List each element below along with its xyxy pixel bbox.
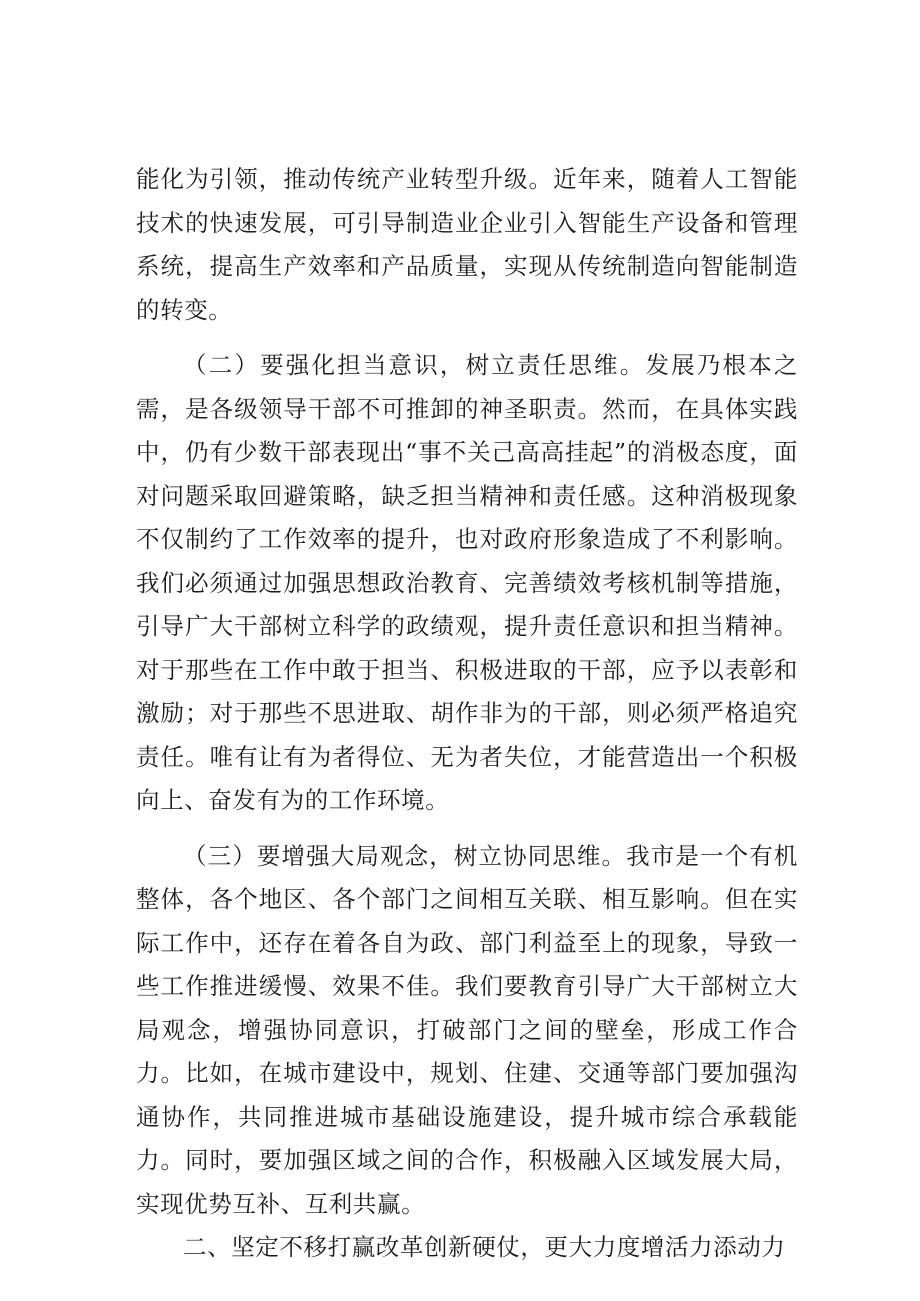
paragraph-continuation: 能化为引领，推动传统产业转型升级。近年来，随着人工智能技术的快速发展，可引导制造业企业引入智能生产设备和管理系统，提高生产效率和产品质量，实现从传统制造向智能制造的转变。 <box>136 165 798 324</box>
section-heading: 二、坚定不移打赢改革创新硬仗，更大力度增活力添动力 <box>183 1233 786 1261</box>
paragraph-point-2: （二）要强化担当意识，树立责任思维。发展乃根本之需，是各级领导干部不可推卸的神圣职责。然而，在具体实践中，仍有少数干部表现出“事不关己高高挂起”的消极态度，面对问题采取回避策略，缺乏担当精神和责任感。这种消极现象不仅制约了工作效率的提升，也对政府形象造成了不利影响。我们必须通过加强思想政治教育、完善绩效考核机制等措施，引导广大干部树立科学的政绩观，提升责任意识和担当精神。对于那些在工作中敢于担当、积极进取的干部，应予以表彰和激励；对于那些不思进取、胡作非为的干部，则必须严格追究责任。唯有让有为者得位、无为者失位，才能营造出一个积极向上、奋发有为的工作环境。 <box>136 351 798 814</box>
document-body <box>136 158 798 1270</box>
paragraph-point-3: （三）要增强大局观念，树立协同思维。我市是一个有机整体，各个地区、各个部门之间相互关联、相互影响。但在实际工作中，还存在着各自为政、部门利益至上的现象，导致一些工作推进缓慢、效果不佳。我们要教育引导广大干部树立大局观念，增强协同意识，打破部门之间的壁垒，形成工作合力。比如，在城市建设中，规划、住建、交通等部门要加强沟通协作，共同推进城市基础设施建设，提升城市综合承载能力。同时，要加强区域之间的合作，积极融入区域发展大局，实现优势互补、互利共赢。 <box>136 841 798 1218</box>
